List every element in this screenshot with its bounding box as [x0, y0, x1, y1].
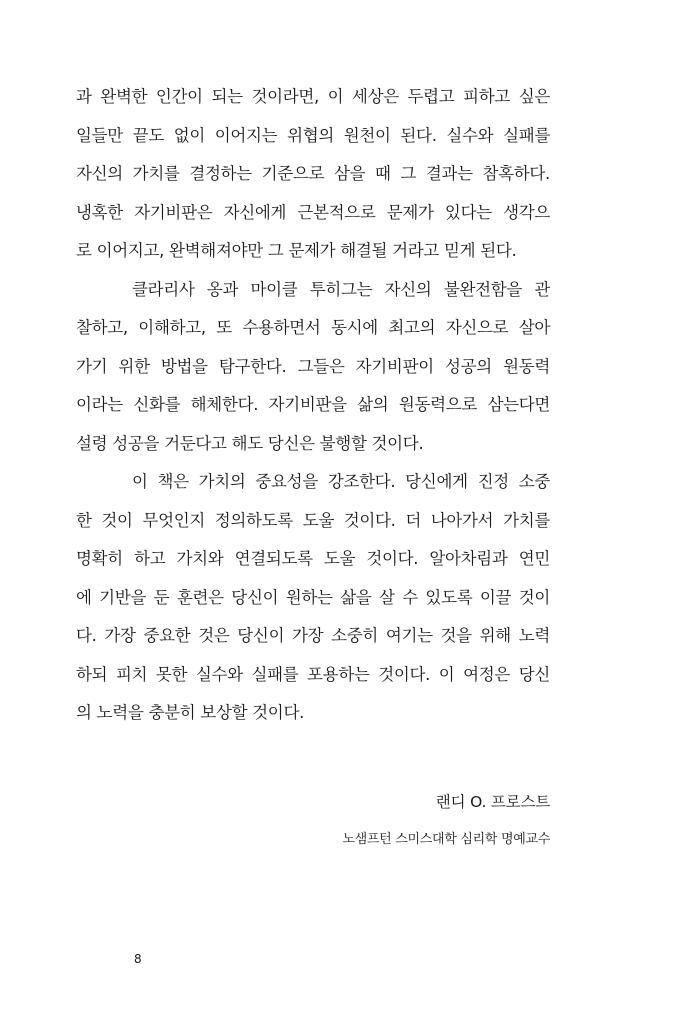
- text-line: 명확히 하고 가치와 연결되도록 도울 것이다. 알아차림과 연민: [76, 549, 550, 568]
- text-line: 과 완벽한 인간이 되는 것이라면, 이 세상은 두렵고 피하고 싶은: [76, 87, 550, 106]
- page-number: 8: [134, 952, 142, 966]
- author-name: 랜디 O. 프로스트: [435, 793, 550, 811]
- text-line: 의 노력을 충분히 보상할 것이다.: [76, 703, 305, 722]
- text-line: 한 것이 무엇인지 정의하도록 도울 것이다. 더 나아가서 가치를: [76, 510, 550, 530]
- text-line: 냉혹한 자기비판은 자신에게 근본적으로 문제가 있다는 생각으: [76, 202, 550, 222]
- text-line: 로 이어지고, 완벽해져야만 그 문제가 해결될 거라고 믿게 된다.: [76, 241, 517, 260]
- text-line: 에 기반을 둔 훈련은 당신이 원하는 삶을 살 수 있도록 이끌 것이: [76, 587, 550, 607]
- text-line: 찰하고, 이해하고, 또 수용하면서 동시에 최고의 자신으로 살아: [76, 318, 550, 337]
- text-line: 자신의 가치를 결정하는 기준으로 삼을 때 그 결과는 참혹하다.: [76, 164, 550, 183]
- text-line: 가기 위한 방법을 탐구한다. 그들은 자기비판이 성공의 원동력: [76, 356, 550, 376]
- signature-block: [342, 790, 550, 850]
- text-line: 이 책은 가치의 중요성을 강조한다. 당신에게 진정 소중: [132, 472, 550, 491]
- text-line: 클라리사 옹과 마이클 투히그는 자신의 불완전함을 관: [132, 279, 550, 299]
- text-line: 일들만 끝도 없이 이어지는 위협의 원천이 된다. 실수와 실패를: [76, 125, 550, 145]
- author-title: 노샘프턴 스미스대학 심리학 명예교수: [342, 832, 550, 847]
- text-line: 설령 성공을 거둔다고 해도 당신은 불행할 것이다.: [76, 433, 424, 453]
- text-line: 다. 가장 중요한 것은 당신이 가장 소중히 여기는 것을 위해 노력: [76, 626, 550, 645]
- text-line: 이라는 신화를 해체한다. 자기비판을 삶의 원동력으로 삼는다면: [76, 395, 550, 414]
- body-text: [76, 78, 550, 733]
- text-line: 하되 피치 못한 실수와 실패를 포용하는 것이다. 이 여정은 당신: [76, 664, 550, 684]
